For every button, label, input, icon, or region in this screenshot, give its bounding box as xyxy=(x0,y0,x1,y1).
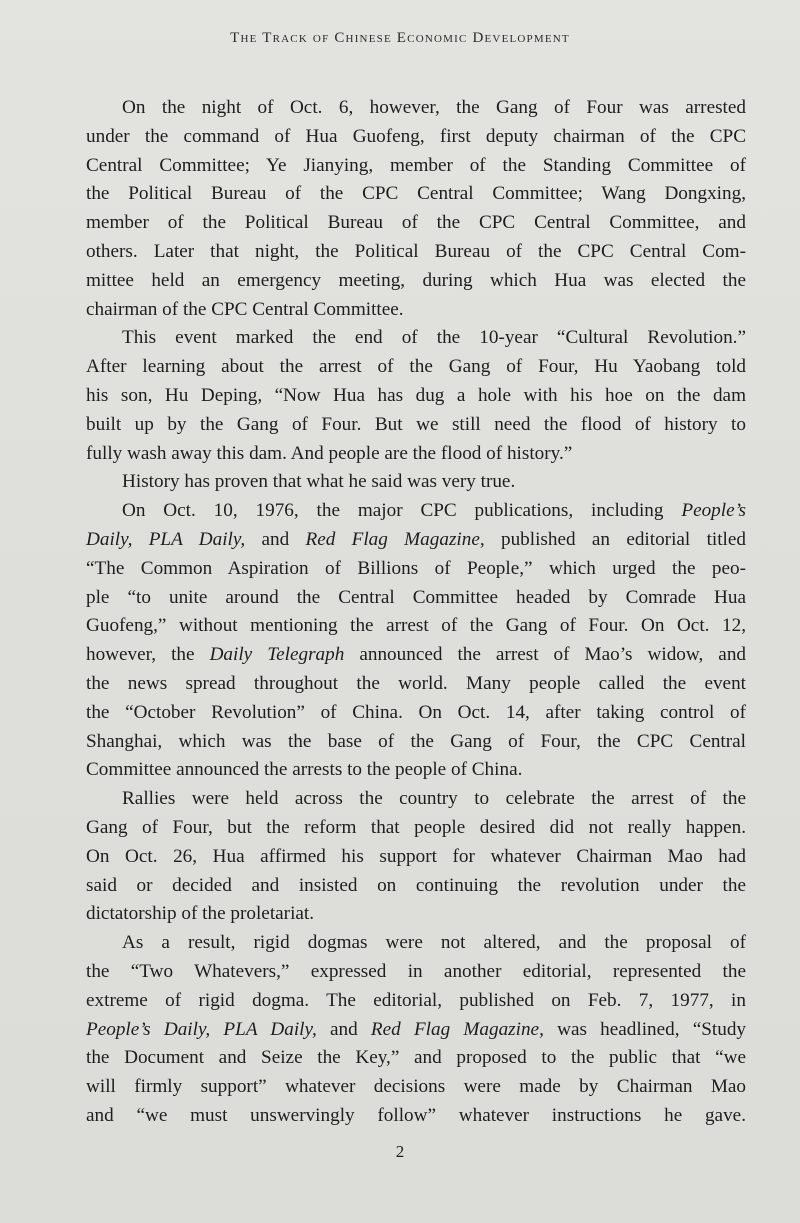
text-line: dictatorship of the proletariat. xyxy=(86,903,315,925)
text-line: Central Committee; Ye Jianying, member of the Standing Committee of xyxy=(86,154,746,176)
paragraph-1 xyxy=(86,94,746,324)
text-line: the “Two Whatevers,” expressed in another editorial, represented the xyxy=(86,960,746,982)
text-run: announced the arrest of Mao’s widow, and xyxy=(359,644,747,666)
text-line: mittee held an emergency meeting, during which Hua was elected the xyxy=(86,269,746,291)
text-run: On Oct. 10, 1976, the major CPC publications, including xyxy=(122,500,664,522)
text-line: After learning about the arrest of the Gang of Four, Hu Yaobang told xyxy=(86,356,746,378)
text-line xyxy=(86,1016,746,1045)
text-line: the “October Revolution” of China. On Oct. 14, after taking control of xyxy=(86,701,746,723)
text-line: built up by the Gang of Four. But we still need the flood of history to xyxy=(86,413,746,435)
text-line: the news spread throughout the world. Many people called the event xyxy=(86,672,746,694)
text-run: published an editorial titled xyxy=(500,528,746,550)
text-line: Rallies were held across the country to celebrate the arrest of the xyxy=(122,788,746,810)
text-run: and xyxy=(329,1018,358,1040)
text-line: member of the Political Bureau of the CPC Central Committee, and xyxy=(86,212,746,234)
text-line: Shanghai, which was the base of the Gang of Four, the CPC Central xyxy=(86,730,746,752)
text-line: under the command of Hua Guofeng, first deputy chairman of the CPC xyxy=(86,125,746,147)
text-line: will firmly support” whatever decisions were made by Chairman Mao xyxy=(86,1076,746,1098)
publication-title: People’s xyxy=(681,500,746,522)
text-line: History has proven that what he said was very true. xyxy=(122,471,516,493)
text-line: As a result, rigid dogmas were not altered, and the proposal of xyxy=(122,932,746,954)
text-run: was headlined, “Study xyxy=(557,1018,747,1040)
text-line: Guofeng,” without mentioning the arrest of the Gang of Four. On Oct. 12, xyxy=(86,615,746,637)
text-line: This event marked the end of the 10-year “Cultural Revolution.” xyxy=(122,327,746,349)
text-run: however, the xyxy=(86,644,195,666)
text-line: extreme of rigid dogma. The editorial, published on Feb. 7, 1977, in xyxy=(86,989,746,1011)
publication-title: PLA Daily, xyxy=(148,528,246,550)
paragraph-5 xyxy=(86,785,746,929)
text-line: Gang of Four, but the reform that people desired did not really happen. xyxy=(86,816,746,838)
paragraph-2 xyxy=(86,324,746,468)
text-line: On Oct. 26, Hua affirmed his support for whatever Chairman Mao had xyxy=(86,845,746,867)
paragraph-6 xyxy=(86,929,746,1131)
publication-title: Red Flag Magazine, xyxy=(370,1018,544,1040)
text-line: Committee announced the arrests to the people of China. xyxy=(86,759,523,781)
text-line xyxy=(86,641,746,670)
text-line: and “we must unswervingly follow” whatever instructions he gave. xyxy=(86,1104,746,1126)
publication-title: Daily Telegraph xyxy=(209,644,345,666)
body-text xyxy=(86,94,746,1131)
text-line: the Political Bureau of the CPC Central Committee; Wang Dongxing, xyxy=(86,183,746,205)
text-line: “The Common Aspiration of Billions of People,” which urged the peo- xyxy=(86,557,746,579)
text-line xyxy=(86,497,746,526)
paragraph-3 xyxy=(86,468,746,497)
text-line: his son, Hu Deping, “Now Hua has dug a hole with his hoe on the dam xyxy=(86,384,746,406)
text-line xyxy=(86,526,746,555)
publication-title: Daily, xyxy=(86,528,133,550)
text-line: chairman of the CPC Central Committee. xyxy=(86,298,404,320)
paragraph-4 xyxy=(86,497,746,785)
text-run: and xyxy=(261,528,290,550)
text-line: On the night of Oct. 6, however, the Gang of Four was arrested xyxy=(122,97,746,118)
page-number: 2 xyxy=(395,1142,405,1161)
running-head: The Track of Chinese Economic Development xyxy=(230,30,570,46)
text-line: the Document and Seize the Key,” and proposed to the public that “we xyxy=(86,1047,746,1069)
publication-title: Red Flag Magazine, xyxy=(305,528,485,550)
text-line: others. Later that night, the Political Bureau of the CPC Central Com- xyxy=(86,240,746,262)
publication-title: People’s Daily, PLA Daily, xyxy=(86,1018,317,1040)
text-line: ple “to unite around the Central Committee headed by Comrade Hua xyxy=(86,586,746,608)
text-line: fully wash away this dam. And people are the flood of history.” xyxy=(86,442,573,464)
text-line: said or decided and insisted on continuing the revolution under the xyxy=(86,874,746,896)
